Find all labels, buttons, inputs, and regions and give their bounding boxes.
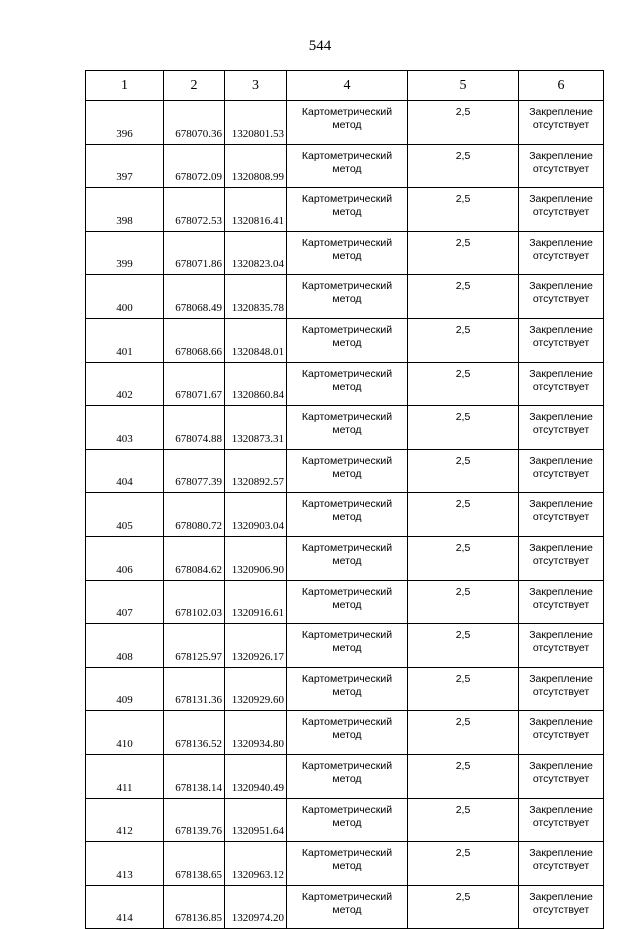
table-row <box>86 711 604 755</box>
method-cell <box>287 275 408 319</box>
point-number: 400 <box>116 301 133 314</box>
accuracy-value: 2,5 <box>455 759 471 772</box>
y-coordinate-cell <box>225 275 287 319</box>
method-line-2: метод <box>332 729 362 742</box>
table-row <box>86 798 604 842</box>
method-line-2: метод <box>332 206 362 219</box>
y-coordinate: 1320816.41 <box>231 214 284 227</box>
y-coordinate: 1320835.78 <box>231 301 284 314</box>
y-coordinate: 1320808.99 <box>231 171 284 184</box>
x-coordinate: 678077.39 <box>175 476 222 489</box>
method-line-1: Картометрический <box>301 759 393 772</box>
x-coordinate-cell <box>164 144 225 188</box>
method-line-1: Картометрический <box>301 890 393 903</box>
accuracy-cell <box>408 885 519 929</box>
fixing-cell <box>519 536 604 580</box>
fixing-line-2: отсутствует <box>532 772 590 785</box>
x-coordinate: 678068.49 <box>175 301 222 314</box>
x-coordinate-cell <box>164 842 225 886</box>
fixing-cell <box>519 231 604 275</box>
x-coordinate-cell <box>164 580 225 624</box>
fixing-line-1: Закрепление <box>529 629 593 642</box>
point-number-cell <box>86 144 164 188</box>
fixing-line-2: отсутствует <box>532 598 590 611</box>
fixing-line-1: Закрепление <box>529 454 593 467</box>
method-line-1: Картометрический <box>301 106 393 118</box>
y-coordinate-cell <box>225 667 287 711</box>
coordinates-table <box>85 70 604 929</box>
y-coordinate-cell <box>225 318 287 362</box>
column-header-5: 5 <box>408 71 519 101</box>
x-coordinate: 678068.66 <box>175 345 222 358</box>
method-line-2: метод <box>332 685 362 698</box>
accuracy-cell <box>408 231 519 275</box>
fixing-line-2: отсутствует <box>532 685 590 698</box>
fixing-line-2: отсутствует <box>532 642 590 655</box>
method-cell <box>287 842 408 886</box>
fixing-line-1: Закрепление <box>529 890 593 903</box>
accuracy-cell <box>408 188 519 232</box>
fixing-line-1: Закрепление <box>529 411 593 424</box>
x-coordinate-cell <box>164 275 225 319</box>
fixing-cell <box>519 624 604 668</box>
y-coordinate: 1320974.20 <box>231 912 284 925</box>
point-number-cell <box>86 275 164 319</box>
fixing-line-1: Закрепление <box>529 847 593 860</box>
point-number: 407 <box>116 607 133 620</box>
fixing-cell <box>519 754 604 798</box>
method-line-1: Картометрический <box>301 454 393 467</box>
y-coordinate-cell <box>225 188 287 232</box>
fixing-line-2: отсутствует <box>532 816 590 829</box>
method-line-1: Картометрический <box>301 629 393 642</box>
x-coordinate: 678138.14 <box>175 781 222 794</box>
fixing-cell <box>519 449 604 493</box>
method-cell <box>287 798 408 842</box>
x-coordinate: 678138.65 <box>175 868 222 881</box>
x-coordinate-cell <box>164 536 225 580</box>
fixing-line-2: отсутствует <box>532 860 590 873</box>
accuracy-value: 2,5 <box>455 454 471 467</box>
method-line-1: Картометрический <box>301 411 393 424</box>
accuracy-value: 2,5 <box>455 890 471 903</box>
x-coordinate-cell <box>164 101 225 145</box>
y-coordinate: 1320892.57 <box>231 476 284 489</box>
x-coordinate: 678139.76 <box>175 825 222 838</box>
table-row <box>86 144 604 188</box>
fixing-cell <box>519 318 604 362</box>
accuracy-cell <box>408 580 519 624</box>
method-cell <box>287 101 408 145</box>
table-row <box>86 101 604 145</box>
accuracy-cell <box>408 101 519 145</box>
fixing-line-2: отсутствует <box>532 511 590 524</box>
fixing-line-1: Закрепление <box>529 803 593 816</box>
column-header-1: 1 <box>86 71 164 101</box>
method-line-2: метод <box>332 162 362 175</box>
method-line-2: метод <box>332 511 362 524</box>
method-cell <box>287 449 408 493</box>
y-coordinate: 1320934.80 <box>231 737 284 750</box>
point-number: 401 <box>116 345 133 358</box>
y-coordinate: 1320873.31 <box>231 432 284 445</box>
fixing-cell <box>519 188 604 232</box>
method-line-2: метод <box>332 598 362 611</box>
accuracy-cell <box>408 536 519 580</box>
point-number: 399 <box>116 258 133 271</box>
accuracy-value: 2,5 <box>455 236 471 249</box>
y-coordinate-cell <box>225 624 287 668</box>
method-line-2: метод <box>332 816 362 829</box>
method-cell <box>287 667 408 711</box>
y-coordinate: 1320801.53 <box>231 127 284 140</box>
accuracy-cell <box>408 318 519 362</box>
accuracy-value: 2,5 <box>455 280 471 293</box>
fixing-line-2: отсутствует <box>532 162 590 175</box>
point-number: 409 <box>116 694 133 707</box>
fixing-line-1: Закрепление <box>529 585 593 598</box>
point-number-cell <box>86 231 164 275</box>
method-cell <box>287 188 408 232</box>
fixing-cell <box>519 275 604 319</box>
point-number: 405 <box>116 519 133 532</box>
y-coordinate: 1320929.60 <box>231 694 284 707</box>
accuracy-value: 2,5 <box>455 716 471 729</box>
method-line-2: метод <box>332 860 362 873</box>
y-coordinate-cell <box>225 493 287 537</box>
method-line-2: метод <box>332 293 362 306</box>
x-coordinate: 678072.09 <box>175 171 222 184</box>
y-coordinate: 1320926.17 <box>231 650 284 663</box>
table-row <box>86 754 604 798</box>
x-coordinate-cell <box>164 449 225 493</box>
x-coordinate-cell <box>164 318 225 362</box>
fixing-cell <box>519 711 604 755</box>
accuracy-cell <box>408 624 519 668</box>
y-coordinate: 1320951.64 <box>231 825 284 838</box>
y-coordinate: 1320906.90 <box>231 563 284 576</box>
fixing-line-2: отсутствует <box>532 380 590 393</box>
point-number: 411 <box>116 781 133 794</box>
accuracy-value: 2,5 <box>455 847 471 860</box>
method-line-2: метод <box>332 554 362 567</box>
method-cell <box>287 493 408 537</box>
x-coordinate: 678131.36 <box>175 694 222 707</box>
point-number: 408 <box>116 650 133 663</box>
page-number: 544 <box>308 38 332 54</box>
method-line-2: метод <box>332 467 362 480</box>
point-number: 402 <box>116 389 133 402</box>
x-coordinate: 678071.67 <box>175 389 222 402</box>
point-number-cell <box>86 842 164 886</box>
accuracy-value: 2,5 <box>455 803 471 816</box>
fixing-line-1: Закрепление <box>529 498 593 511</box>
fixing-cell <box>519 493 604 537</box>
y-coordinate-cell <box>225 754 287 798</box>
point-number: 404 <box>116 476 133 489</box>
fixing-line-2: отсутствует <box>532 206 590 219</box>
accuracy-cell <box>408 667 519 711</box>
y-coordinate-cell <box>225 449 287 493</box>
method-line-1: Картометрический <box>301 716 393 729</box>
accuracy-value: 2,5 <box>455 672 471 685</box>
y-coordinate-cell <box>225 580 287 624</box>
x-coordinate-cell <box>164 885 225 929</box>
x-coordinate: 678084.62 <box>175 563 222 576</box>
x-coordinate-cell <box>164 362 225 406</box>
fixing-cell <box>519 667 604 711</box>
fixing-cell <box>519 798 604 842</box>
fixing-cell <box>519 362 604 406</box>
x-coordinate: 678136.52 <box>175 737 222 750</box>
table-row <box>86 580 604 624</box>
table-row <box>86 275 604 319</box>
table-row <box>86 449 604 493</box>
fixing-cell <box>519 842 604 886</box>
point-number-cell <box>86 406 164 450</box>
y-coordinate-cell <box>225 406 287 450</box>
table-row <box>86 842 604 886</box>
method-line-1: Картометрический <box>301 367 393 380</box>
table-row <box>86 231 604 275</box>
point-number-cell <box>86 667 164 711</box>
point-number-cell <box>86 536 164 580</box>
x-coordinate-cell <box>164 798 225 842</box>
method-cell <box>287 318 408 362</box>
column-header-4: 4 <box>287 71 408 101</box>
x-coordinate-cell <box>164 711 225 755</box>
method-line-1: Картометрический <box>301 149 393 162</box>
fixing-cell <box>519 885 604 929</box>
fixing-cell <box>519 101 604 145</box>
method-line-2: метод <box>332 772 362 785</box>
point-number: 410 <box>116 737 133 750</box>
method-line-2: метод <box>332 642 362 655</box>
accuracy-cell <box>408 449 519 493</box>
accuracy-cell <box>408 798 519 842</box>
point-number-cell <box>86 318 164 362</box>
fixing-line-1: Закрепление <box>529 323 593 336</box>
x-coordinate: 678136.85 <box>175 912 222 925</box>
method-cell <box>287 144 408 188</box>
point-number-cell <box>86 711 164 755</box>
point-number: 406 <box>116 563 133 576</box>
accuracy-value: 2,5 <box>455 367 471 380</box>
accuracy-value: 2,5 <box>455 585 471 598</box>
accuracy-cell <box>408 144 519 188</box>
fixing-line-1: Закрепление <box>529 193 593 206</box>
accuracy-cell <box>408 842 519 886</box>
accuracy-value: 2,5 <box>455 106 471 118</box>
point-number-cell <box>86 798 164 842</box>
point-number: 413 <box>116 868 133 881</box>
x-coordinate-cell <box>164 406 225 450</box>
y-coordinate-cell <box>225 885 287 929</box>
x-coordinate-cell <box>164 667 225 711</box>
point-number-cell <box>86 624 164 668</box>
point-number-cell <box>86 885 164 929</box>
fixing-line-1: Закрепление <box>529 541 593 554</box>
x-coordinate-cell <box>164 231 225 275</box>
method-line-1: Картометрический <box>301 193 393 206</box>
point-number: 414 <box>116 912 133 925</box>
point-number: 403 <box>116 432 133 445</box>
fixing-line-1: Закрепление <box>529 280 593 293</box>
y-coordinate-cell <box>225 101 287 145</box>
accuracy-cell <box>408 493 519 537</box>
point-number-cell <box>86 362 164 406</box>
fixing-cell <box>519 144 604 188</box>
method-cell <box>287 885 408 929</box>
table-row <box>86 536 604 580</box>
method-line-1: Картометрический <box>301 847 393 860</box>
method-line-1: Картометрический <box>301 541 393 554</box>
point-number-cell <box>86 754 164 798</box>
accuracy-value: 2,5 <box>455 541 471 554</box>
x-coordinate-cell <box>164 624 225 668</box>
column-header-2: 2 <box>164 71 225 101</box>
accuracy-cell <box>408 754 519 798</box>
method-cell <box>287 406 408 450</box>
table-body <box>86 71 604 929</box>
point-number-cell <box>86 493 164 537</box>
method-line-2: метод <box>332 380 362 393</box>
fixing-line-1: Закрепление <box>529 106 593 118</box>
y-coordinate: 1320860.84 <box>231 389 284 402</box>
table-row <box>86 624 604 668</box>
fixing-line-2: отсутствует <box>532 336 590 349</box>
y-coordinate-cell <box>225 362 287 406</box>
method-cell <box>287 362 408 406</box>
fixing-line-2: отсутствует <box>532 729 590 742</box>
method-cell <box>287 754 408 798</box>
method-line-2: метод <box>332 336 362 349</box>
table-row <box>86 493 604 537</box>
x-coordinate: 678102.03 <box>175 607 222 620</box>
fixing-line-2: отсутствует <box>532 293 590 306</box>
method-cell <box>287 536 408 580</box>
column-header-6: 6 <box>519 71 604 101</box>
method-line-1: Картометрический <box>301 672 393 685</box>
table-row <box>86 667 604 711</box>
fixing-line-2: отсутствует <box>532 119 590 131</box>
x-coordinate: 678080.72 <box>175 519 222 532</box>
table-header-row <box>86 71 604 101</box>
fixing-line-2: отсутствует <box>532 249 590 262</box>
point-number-cell <box>86 449 164 493</box>
point-number: 397 <box>116 171 133 184</box>
x-coordinate: 678074.88 <box>175 432 222 445</box>
method-cell <box>287 624 408 668</box>
y-coordinate-cell <box>225 842 287 886</box>
fixing-line-1: Закрепление <box>529 149 593 162</box>
y-coordinate-cell <box>225 231 287 275</box>
method-line-1: Картометрический <box>301 585 393 598</box>
y-coordinate: 1320916.61 <box>231 607 284 620</box>
method-cell <box>287 711 408 755</box>
fixing-line-2: отсутствует <box>532 903 590 916</box>
accuracy-value: 2,5 <box>455 193 471 206</box>
method-line-1: Картометрический <box>301 236 393 249</box>
x-coordinate: 678070.36 <box>175 127 222 140</box>
method-line-2: метод <box>332 249 362 262</box>
x-coordinate-cell <box>164 493 225 537</box>
fixing-line-1: Закрепление <box>529 672 593 685</box>
y-coordinate: 1320823.04 <box>231 258 284 271</box>
method-line-1: Картометрический <box>301 803 393 816</box>
column-header-3: 3 <box>225 71 287 101</box>
fixing-line-1: Закрепление <box>529 367 593 380</box>
point-number: 412 <box>116 825 133 838</box>
accuracy-value: 2,5 <box>455 411 471 424</box>
method-line-1: Картометрический <box>301 280 393 293</box>
y-coordinate: 1320940.49 <box>231 781 284 794</box>
accuracy-cell <box>408 406 519 450</box>
y-coordinate: 1320963.12 <box>231 868 284 881</box>
table-row <box>86 406 604 450</box>
method-line-2: метод <box>332 119 362 131</box>
accuracy-value: 2,5 <box>455 323 471 336</box>
table-row <box>86 885 604 929</box>
point-number: 396 <box>116 127 133 140</box>
method-cell <box>287 231 408 275</box>
x-coordinate: 678071.86 <box>175 258 222 271</box>
y-coordinate-cell <box>225 711 287 755</box>
method-cell <box>287 580 408 624</box>
y-coordinate: 1320848.01 <box>231 345 284 358</box>
method-line-1: Картометрический <box>301 498 393 511</box>
accuracy-value: 2,5 <box>455 629 471 642</box>
x-coordinate-cell <box>164 188 225 232</box>
accuracy-cell <box>408 362 519 406</box>
fixing-line-1: Закрепление <box>529 236 593 249</box>
point-number: 398 <box>116 214 133 227</box>
fixing-line-1: Закрепление <box>529 759 593 772</box>
fixing-line-1: Закрепление <box>529 716 593 729</box>
accuracy-value: 2,5 <box>455 498 471 511</box>
y-coordinate: 1320903.04 <box>231 519 284 532</box>
accuracy-cell <box>408 275 519 319</box>
fixing-cell <box>519 580 604 624</box>
fixing-line-2: отсутствует <box>532 467 590 480</box>
method-line-1: Картометрический <box>301 323 393 336</box>
accuracy-cell <box>408 711 519 755</box>
point-number-cell <box>86 101 164 145</box>
y-coordinate-cell <box>225 798 287 842</box>
y-coordinate-cell <box>225 536 287 580</box>
x-coordinate: 678125.97 <box>175 650 222 663</box>
point-number-cell <box>86 188 164 232</box>
point-number-cell <box>86 580 164 624</box>
method-line-2: метод <box>332 903 362 916</box>
table-row <box>86 188 604 232</box>
x-coordinate: 678072.53 <box>175 214 222 227</box>
x-coordinate-cell <box>164 754 225 798</box>
table-row <box>86 318 604 362</box>
fixing-cell <box>519 406 604 450</box>
fixing-line-2: отсутствует <box>532 424 590 437</box>
method-line-2: метод <box>332 424 362 437</box>
fixing-line-2: отсутствует <box>532 554 590 567</box>
table-row <box>86 362 604 406</box>
y-coordinate-cell <box>225 144 287 188</box>
accuracy-value: 2,5 <box>455 149 471 162</box>
